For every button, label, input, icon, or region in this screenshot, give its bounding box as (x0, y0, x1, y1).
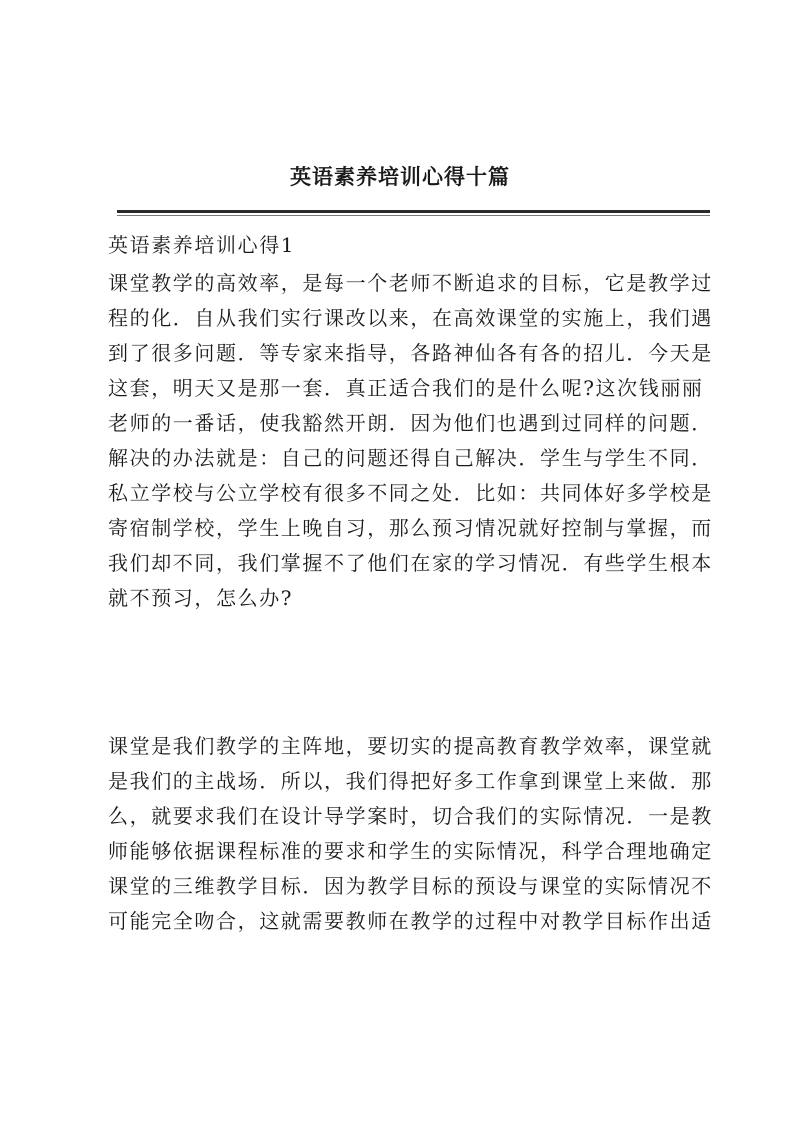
paragraph-line: 解决的办法就是：自己的问题还得自己解决．学生与学生不同． (108, 446, 713, 470)
paragraph-line: 到了很多问题．等专家来指导，各路神仙各有各的招儿．今天是 (108, 341, 713, 365)
document-title: 英语素养培训心得十篇 (290, 164, 510, 189)
section-heading: 英语素养培训心得1 (108, 233, 296, 257)
paragraph-line: 我们却不同，我们掌握不了他们在家的学习情况．有些学生根本 (108, 551, 713, 575)
paragraph-2 (108, 729, 713, 939)
paragraph-line: 课堂的三维教学目标．因为教学目标的预设与课堂的实际情况不 (108, 874, 713, 898)
paragraph-line: 课堂教学的高效率，是每一个老师不断追求的目标，它是教学过 (108, 271, 713, 295)
paragraph-line: 就不预习，怎么办? (108, 586, 294, 610)
paragraph-line: 么，就要求我们在设计导学案时，切合我们的实际情况．一是教 (108, 804, 713, 828)
paragraph-line: 私立学校与公立学校有很多不同之处．比如：共同体好多学校是 (108, 481, 713, 505)
paragraph-line: 这套，明天又是那一套．真正适合我们的是什么呢?这次钱丽丽 (108, 376, 704, 400)
paragraph-line: 可能完全吻合，这就需要教师在教学的过程中对教学目标作出适 (108, 909, 713, 933)
paragraph-line: 师能够依据课程标准的要求和学生的实际情况，科学合理地确定 (108, 839, 713, 863)
paragraph-line: 程的化．自从我们实行课改以来，在高效课堂的实施上，我们遇 (108, 306, 713, 330)
paragraph-line: 是我们的主战场．所以，我们得把好多工作拿到课堂上来做．那 (108, 769, 713, 793)
title-divider (117, 210, 710, 213)
paragraph-line: 课堂是我们教学的主阵地，要切实的提高教育教学效率，课堂就 (108, 734, 713, 758)
paragraph-line: 寄宿制学校，学生上晚自习，那么预习情况就好控制与掌握，而 (108, 516, 713, 540)
paragraph-1 (108, 266, 713, 616)
paragraph-line: 老师的一番话，使我豁然开朗．因为他们也遇到过同样的问题． (108, 411, 713, 435)
title-divider-thin (117, 215, 710, 216)
